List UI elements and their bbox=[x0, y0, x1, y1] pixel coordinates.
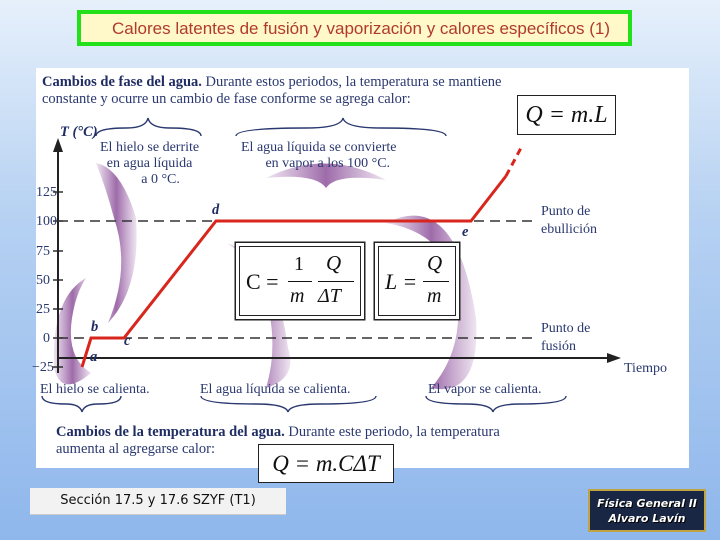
point-label-c: c bbox=[124, 333, 131, 349]
y-tick-label: 0 bbox=[43, 331, 50, 346]
boil-note: El agua líquida se convierte en vapor a los 100 °C. bbox=[241, 140, 397, 171]
liquid-brace bbox=[201, 396, 376, 412]
melting-point-label: Punto de fusión bbox=[541, 321, 591, 354]
melt-note: El hielo se derrite en agua líquida a 0 °C. bbox=[100, 140, 200, 187]
y-tick-label: 75 bbox=[36, 244, 50, 259]
y-tick-label: −25 bbox=[32, 360, 54, 375]
y-tick-label: 125 bbox=[36, 185, 57, 200]
point-label-d: d bbox=[212, 202, 220, 218]
point-label-b: b bbox=[91, 319, 99, 335]
heating-curve-dashed-end bbox=[506, 146, 522, 176]
temp-axis-label: T (°C) bbox=[60, 124, 98, 140]
slide-title-box bbox=[77, 10, 632, 46]
y-tick-label: 50 bbox=[36, 273, 50, 288]
sensible-heat-equation: Q = m.CΔT bbox=[258, 444, 394, 483]
vapor-brace bbox=[426, 396, 566, 412]
melt-brace bbox=[96, 118, 201, 136]
ice-brace bbox=[42, 396, 121, 412]
boiling-point-label: Punto de ebullición bbox=[541, 204, 597, 237]
latent-heat-equation: Q = m.L bbox=[517, 95, 616, 135]
vapor-warms-label: El vapor se calienta. bbox=[428, 382, 542, 397]
ice-warms-label: El hielo se calienta. bbox=[40, 382, 150, 397]
phase-paragraph: Cambios de fase del agua. Durante estos periodos, la temperatura se mantiene constante y ocurre un cambio de fase conforme se agrega calor: bbox=[42, 74, 502, 107]
temperature-paragraph: Cambios de la temperatura del agua. Durante este periodo, la temperatura aumenta al agregarse calor: bbox=[56, 424, 500, 457]
specific-heat-equation: C = 1 m Q ΔT bbox=[239, 246, 361, 316]
section-caption: Sección 17.5 y 17.6 SZYF (T1) bbox=[30, 488, 286, 515]
course-logo: Física General II Alvaro Lavín bbox=[588, 489, 706, 532]
point-label-e: e bbox=[462, 224, 469, 240]
latent-heat-definition-equation: L = Q m bbox=[378, 246, 456, 316]
slide-title: Calores latentes de fusión y vaporización y calores específicos (1) bbox=[112, 19, 610, 38]
boil-brace bbox=[236, 118, 446, 136]
time-axis-arrow bbox=[607, 353, 621, 363]
y-tick-label: 25 bbox=[36, 302, 50, 317]
ice-arrow-shape bbox=[54, 278, 91, 384]
time-axis-label: Tiempo bbox=[624, 361, 668, 376]
point-label-a: a bbox=[90, 349, 98, 365]
water-warms-label: El agua líquida se calienta. bbox=[200, 382, 351, 397]
y-tick-label: 100 bbox=[36, 214, 57, 229]
